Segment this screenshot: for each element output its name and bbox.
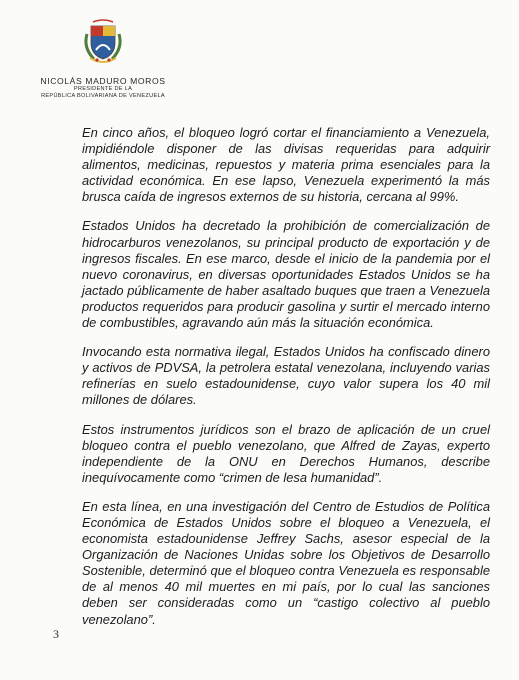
- document-body: [82, 125, 490, 641]
- signatory-name: NICOLÁS MADURO MOROS: [40, 76, 166, 86]
- letterhead: [28, 76, 178, 100]
- paragraph: Estados Unidos ha decretado la prohibición de comercialización de hidrocarburos venezolanos, su principal producto de exportación y de ingresos fiscales. En ese marco, desde el inicio de la pandemia por el nuevo coronavirus, en diversas oportunidades Estados Unidos se ha jactado públicamente de haber asaltado buques que traen a Venezuela productos requeridos para producir gasolina y surtir el mercado interno de combustibles, agravando aún más la situación económica.: [82, 218, 490, 331]
- paragraph: Estos instrumentos jurídicos son el brazo de aplicación de un cruel bloqueo contra el pueblo venezolano, que Alfred de Zayas, experto independiente de la ONU en Derechos Humanos, describe inequívocamente como “crimen de lesa humanidad”.: [82, 421, 490, 485]
- coat-of-arms-icon: [78, 16, 128, 66]
- signatory-title-line2: REPÚBLICA BOLIVARIANA DE VENEZUELA: [41, 93, 165, 99]
- paragraph: En cinco años, el bloqueo logró cortar el financiamiento a Venezuela, impidiéndole disponer de las divisas requeridas para adquirir alimentos, medicinas, repuestos y materia prima esenciales para la actividad económica. En ese lapso, Venezuela experimentó la más brusca caída de ingresos externos de su historia, cercana al 99%.: [82, 125, 490, 205]
- paragraph: En esta línea, en una investigación del Centro de Estudios de Política Económica de Estados Unidos sobre el bloqueo a Venezuela, el economista estadounidense Jeffrey Sachs, asesor especial de la Organización de Naciones Unidas sobre los Objetivos de Desarrollo Sostenible, determinó que el bloqueo contra Venezuela es responsable de al menos 40 mil muertes en mi país, por lo cual las sanciones deben ser consideradas como un “castigo colectivo al pueblo venezolano”.: [82, 498, 490, 627]
- signatory-title-line1: PRESIDENTE DE LA: [73, 86, 133, 92]
- page-number: 3: [53, 627, 59, 641]
- paragraph: Invocando esta normativa ilegal, Estados Unidos ha confiscado dinero y activos de PDVSA, la petrolera estatal venezolana, incluyendo varias refinerías en suelo estadounidense, cuyo valor supera los 40 mil millones de dólares.: [82, 344, 490, 408]
